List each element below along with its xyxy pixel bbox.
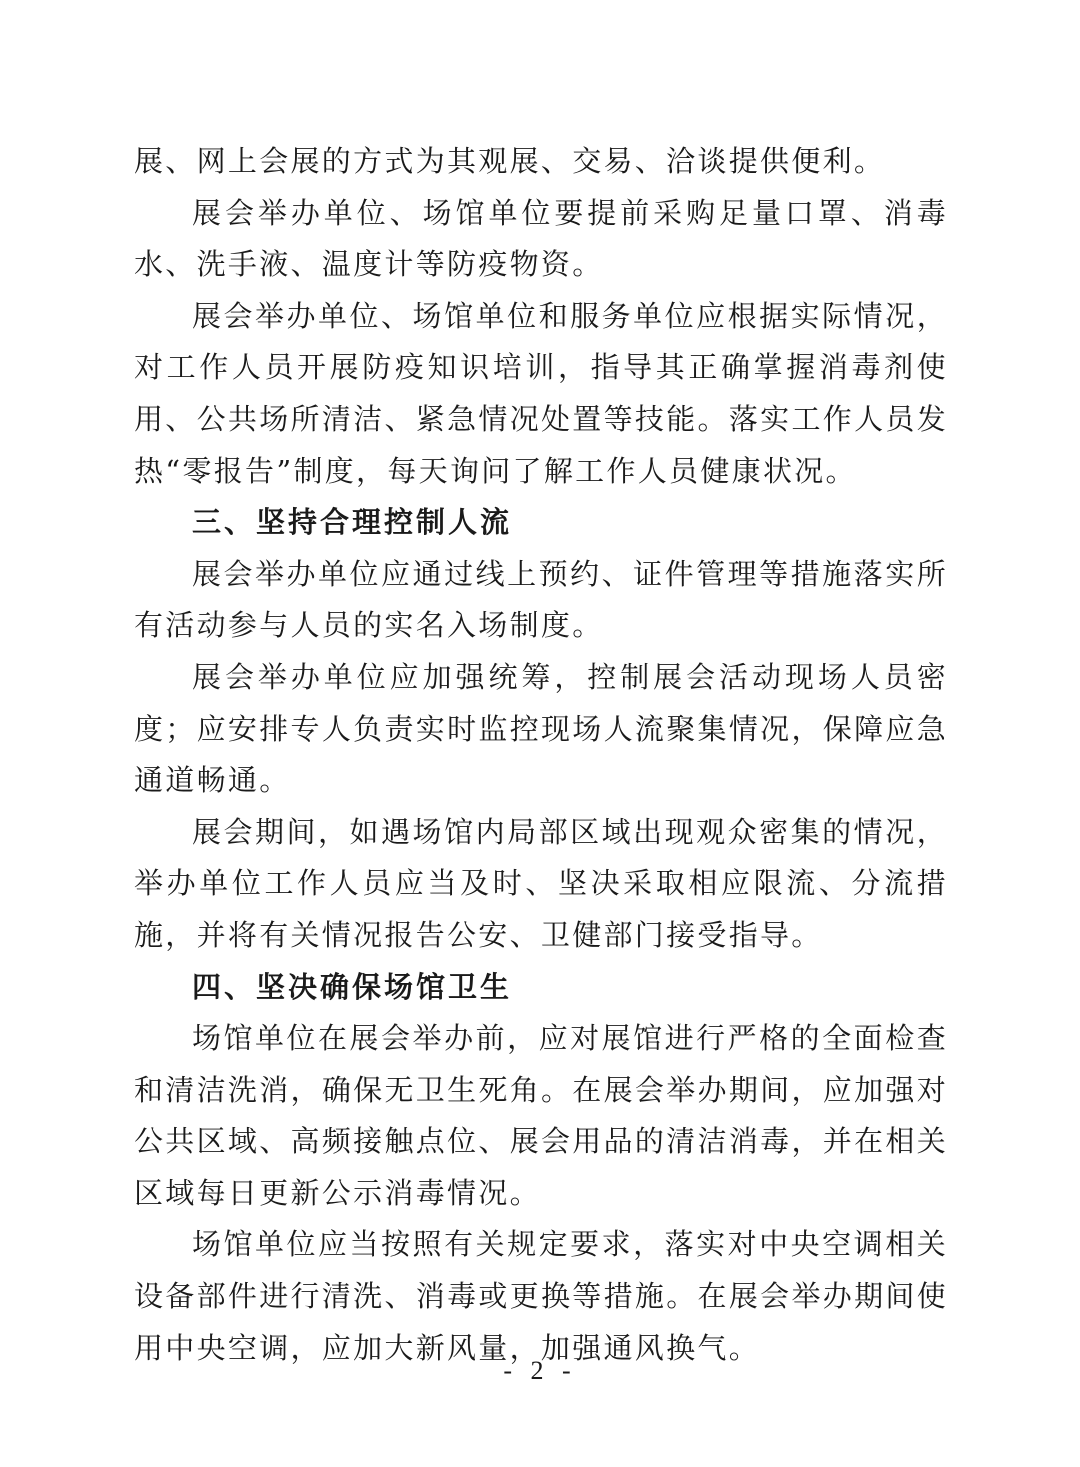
paragraph-1: 展、网上会展的方式为其观展、交易、洽谈提供便利。 (134, 144, 886, 178)
section-heading-4: 四、坚决确保场馆卫生 (192, 969, 513, 1004)
section-heading-3: 三、坚持合理控制人流 (192, 505, 513, 540)
paragraph-6: 展会期间，如遇场馆内局部区域出现观众密集的情况，举办单位工作人员应当及时、坚决采取相应限流、分流措施，并将有关情况报告公安、卫健部门接受指导。 (134, 814, 948, 952)
paragraph-3: 展会举办单位、场馆单位和服务单位应根据实际情况，对工作人员开展防疫知识培训，指导其正确掌握消毒剂使用、公共场所清洁、紧急情况处置等技能。落实工作人员发热“零报告”制度，每天询问了解工作人员健康状况。 (134, 298, 948, 488)
page-number: - 2 - (503, 1356, 577, 1385)
document-body (134, 136, 948, 1374)
paragraph-2: 展会举办单位、场馆单位要提前采购足量口罩、消毒水、洗手液、温度计等防疫物资。 (134, 195, 948, 282)
paragraph-5: 展会举办单位应加强统筹，控制展会活动现场人员密度；应安排专人负责实时监控现场人流聚集情况，保障应急通道畅通。 (134, 659, 948, 798)
paragraph-4: 展会举办单位应通过线上预约、证件管理等措施落实所有活动参与人员的实名入场制度。 (134, 556, 948, 643)
paragraph-7: 场馆单位在展会举办前，应对展馆进行严格的全面检查和清洁洗消，确保无卫生死角。在展会举办期间，应加强对公共区域、高频接触点位、展会用品的清洁消毒，并在相关区域每日更新公示消毒情况。 (134, 1021, 948, 1210)
paragraph-8: 场馆单位应当按照有关规定要求，落实对中央空调相关设备部件进行清洗、消毒或更换等措施。在展会举办期间使用中央空调，应加大新风量，加强通风换气。 (134, 1227, 948, 1365)
